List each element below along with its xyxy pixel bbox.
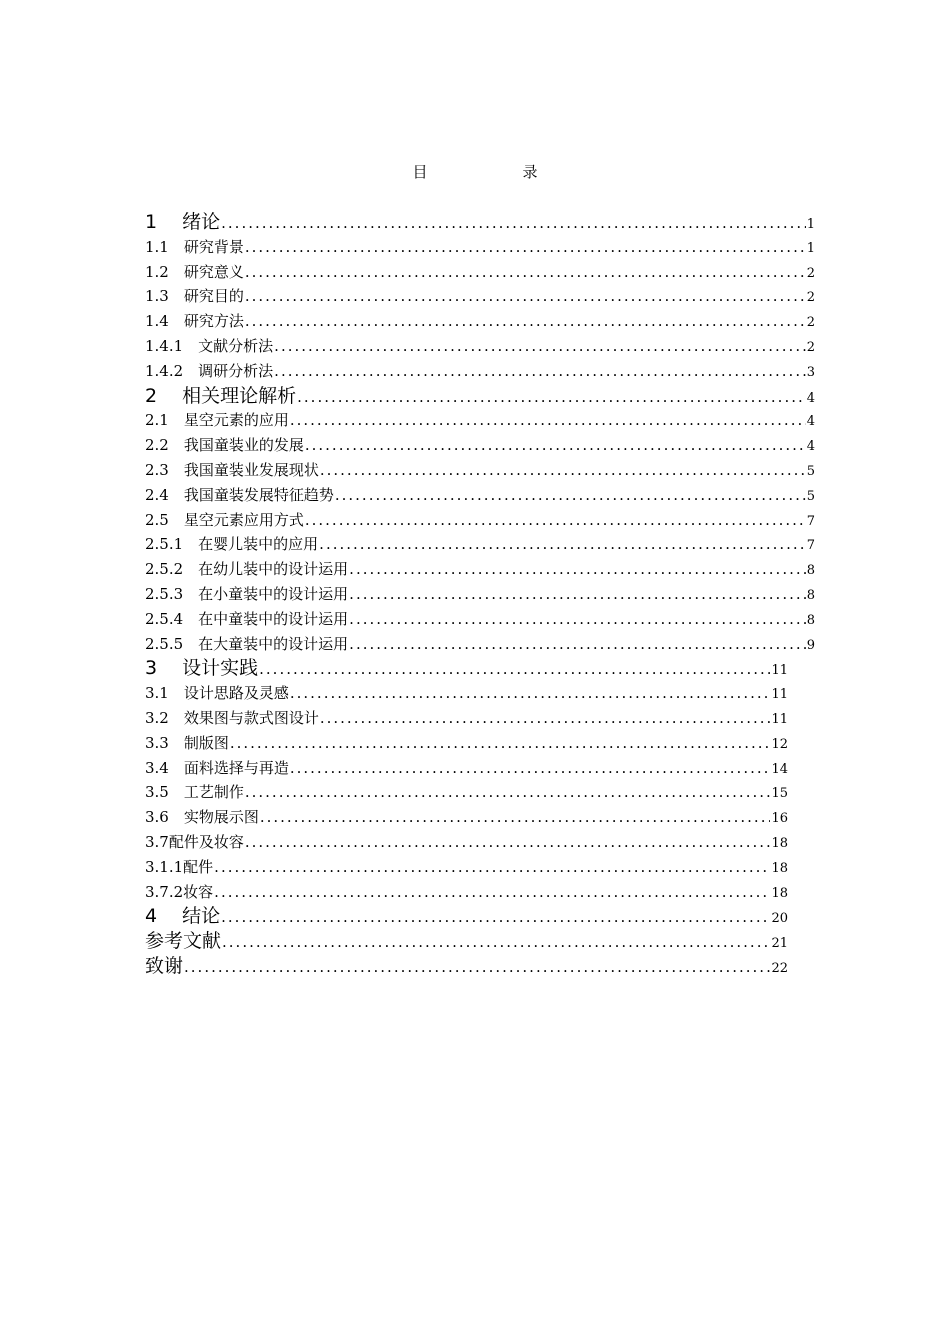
toc-entry-label: 致谢 xyxy=(145,954,184,977)
toc-entry-page-number: 20 xyxy=(771,911,788,927)
toc-entry-page-number: 1 xyxy=(806,217,815,232)
table-of-contents xyxy=(145,210,815,979)
toc-entry[interactable] xyxy=(145,855,788,880)
toc-entry-page-number: 11 xyxy=(771,663,788,679)
toc-entry-label: 2.5.4 在中童装中的设计运用 xyxy=(145,609,349,628)
toc-dot-leader xyxy=(290,408,806,433)
toc-entry-label: 参考文献 xyxy=(145,930,222,953)
toc-entry[interactable] xyxy=(145,632,815,657)
toc-dot-leader xyxy=(349,582,806,607)
toc-entry-label: 3.1.1配件 xyxy=(145,857,214,876)
toc-dot-leader xyxy=(297,385,806,409)
toc-entry-label: 1.4.1 文献分析法 xyxy=(145,336,274,355)
toc-entry-label: 3.3 制版图 xyxy=(145,733,229,752)
toc-entry-label: 2.5.3 在小童装中的设计运用 xyxy=(145,584,349,603)
toc-entry[interactable] xyxy=(145,384,815,409)
toc-entry-label: 2.5 星空元素应用方式 xyxy=(145,510,304,529)
toc-dot-leader xyxy=(184,955,770,979)
toc-entry-page-number: 7 xyxy=(806,538,815,554)
toc-dot-leader xyxy=(320,458,806,483)
toc-entry-page-number: 11 xyxy=(771,687,788,703)
toc-entry[interactable] xyxy=(145,408,815,433)
toc-entry-page-number: 3 xyxy=(806,364,815,380)
toc-entry-page-number: 21 xyxy=(771,936,788,952)
toc-entry[interactable] xyxy=(145,210,815,235)
toc-dot-leader xyxy=(259,657,770,681)
toc-dot-leader xyxy=(274,334,806,359)
toc-entry-page-number: 18 xyxy=(771,860,788,876)
toc-dot-leader xyxy=(245,284,806,309)
toc-dot-leader xyxy=(221,905,770,929)
toc-entry[interactable] xyxy=(145,334,815,359)
toc-entry-label: 4 结论 xyxy=(145,905,221,928)
toc-dot-leader xyxy=(260,805,771,830)
toc-entry-page-number: 8 xyxy=(806,587,815,603)
toc-dot-leader xyxy=(290,681,771,706)
toc-dot-leader xyxy=(320,706,771,731)
toc-dot-leader xyxy=(349,557,806,582)
toc-entry-page-number: 2 xyxy=(806,290,815,306)
toc-dot-leader xyxy=(349,632,806,657)
toc-entry-label: 3.1 设计思路及灵感 xyxy=(145,684,289,703)
toc-entry-page-number: 4 xyxy=(806,390,815,406)
toc-entry-label: 2.5.1 在婴儿装中的应用 xyxy=(145,535,319,554)
toc-entry-page-number: 11 xyxy=(771,711,788,727)
toc-entry-label: 3.7配件及妆容 xyxy=(145,832,244,851)
toc-entry[interactable] xyxy=(145,309,815,334)
toc-dot-leader xyxy=(214,855,770,880)
toc-entry-page-number: 16 xyxy=(771,811,788,827)
toc-entry-label: 3.2 效果图与款式图设计 xyxy=(145,708,319,727)
toc-entry-label: 1.3 研究目的 xyxy=(145,287,244,306)
toc-entry-page-number: 5 xyxy=(806,488,815,504)
toc-entry-page-number: 14 xyxy=(771,761,788,777)
toc-entry-label: 1.2 研究意义 xyxy=(145,262,244,281)
toc-entry-page-number: 9 xyxy=(806,637,815,653)
toc-entry[interactable] xyxy=(145,929,788,954)
toc-entry-label: 2.2 我国童装业的发展 xyxy=(145,436,304,455)
toc-entry[interactable] xyxy=(145,830,788,855)
toc-entry[interactable] xyxy=(145,954,788,979)
toc-dot-leader xyxy=(290,756,771,781)
toc-entry[interactable] xyxy=(145,904,788,929)
toc-entry[interactable] xyxy=(145,780,788,805)
toc-dot-leader xyxy=(214,880,770,905)
toc-entry-label: 1.4 研究方法 xyxy=(145,312,244,331)
toc-dot-leader xyxy=(335,483,806,508)
toc-dot-leader xyxy=(245,830,771,855)
toc-entry-label: 2.1 星空元素的应用 xyxy=(145,411,289,430)
toc-entry-page-number: 15 xyxy=(771,786,788,802)
toc-entry[interactable] xyxy=(145,756,788,781)
toc-entry[interactable] xyxy=(145,880,788,905)
toc-entry-page-number: 2 xyxy=(806,315,815,331)
toc-entry-label: 1 绪论 xyxy=(145,211,221,233)
toc-entry-label: 1.1 研究背景 xyxy=(145,237,244,256)
toc-entry[interactable] xyxy=(145,260,815,285)
toc-entry-label: 3.6 实物展示图 xyxy=(145,808,259,827)
toc-entry-label: 2.4 我国童装发展特征趋势 xyxy=(145,485,334,504)
toc-entry-page-number: 18 xyxy=(771,885,788,901)
toc-dot-leader xyxy=(305,433,806,458)
toc-entry-label: 3.7.2妆容 xyxy=(145,882,214,901)
toc-entry-page-number: 4 xyxy=(806,414,815,430)
toc-entry[interactable] xyxy=(145,235,815,260)
toc-entry-page-number: 7 xyxy=(806,513,815,529)
toc-dot-leader xyxy=(305,508,806,533)
toc-dot-leader xyxy=(221,211,806,235)
toc-entry[interactable] xyxy=(145,508,815,533)
toc-entry[interactable] xyxy=(145,805,788,830)
toc-entry-page-number: 8 xyxy=(806,563,815,579)
toc-dot-leader xyxy=(245,260,806,285)
toc-entry-label: 3.4 面料选择与再造 xyxy=(145,758,289,777)
toc-dot-leader xyxy=(245,780,771,805)
toc-entry[interactable] xyxy=(145,359,815,384)
toc-entry[interactable] xyxy=(145,656,788,681)
toc-dot-leader xyxy=(222,930,770,954)
toc-dot-leader xyxy=(349,607,806,632)
toc-entry-page-number: 12 xyxy=(771,736,788,752)
toc-entry-page-number: 22 xyxy=(771,960,788,976)
toc-entry-page-number: 5 xyxy=(806,463,815,479)
toc-entry-label: 1.4.2 调研分析法 xyxy=(145,361,274,380)
toc-entry-label: 3 设计实践 xyxy=(145,657,259,680)
toc-dot-leader xyxy=(319,532,806,557)
toc-title: 目 录 xyxy=(412,163,578,181)
toc-entry-label: 3.5 工艺制作 xyxy=(145,783,244,802)
toc-entry-label: 2.5.5 在大童装中的设计运用 xyxy=(145,634,349,653)
toc-entry-page-number: 2 xyxy=(806,339,815,355)
toc-dot-leader xyxy=(245,235,806,260)
toc-entry[interactable] xyxy=(145,706,788,731)
toc-dot-leader xyxy=(230,731,771,756)
toc-entry[interactable] xyxy=(145,433,815,458)
toc-entry[interactable] xyxy=(145,532,815,557)
toc-entry-page-number: 1 xyxy=(806,240,815,256)
toc-entry[interactable] xyxy=(145,607,815,632)
toc-entry[interactable] xyxy=(145,483,815,508)
toc-entry[interactable] xyxy=(145,681,788,706)
toc-entry-page-number: 8 xyxy=(806,612,815,628)
toc-entry-page-number: 2 xyxy=(806,265,815,281)
toc-entry[interactable] xyxy=(145,731,788,756)
toc-dot-leader xyxy=(245,309,806,334)
toc-entry-label: 2 相关理论解析 xyxy=(145,384,297,407)
toc-entry[interactable] xyxy=(145,557,815,582)
toc-entry[interactable] xyxy=(145,582,815,607)
toc-entry[interactable] xyxy=(145,458,815,483)
toc-entry[interactable] xyxy=(145,284,815,309)
toc-entry-page-number: 18 xyxy=(771,835,788,851)
toc-entry-label: 2.5.2 在幼儿装中的设计运用 xyxy=(145,560,349,579)
toc-entry-label: 2.3 我国童装业发展现状 xyxy=(145,460,319,479)
toc-entry-page-number: 4 xyxy=(806,439,815,455)
toc-dot-leader xyxy=(274,359,806,384)
